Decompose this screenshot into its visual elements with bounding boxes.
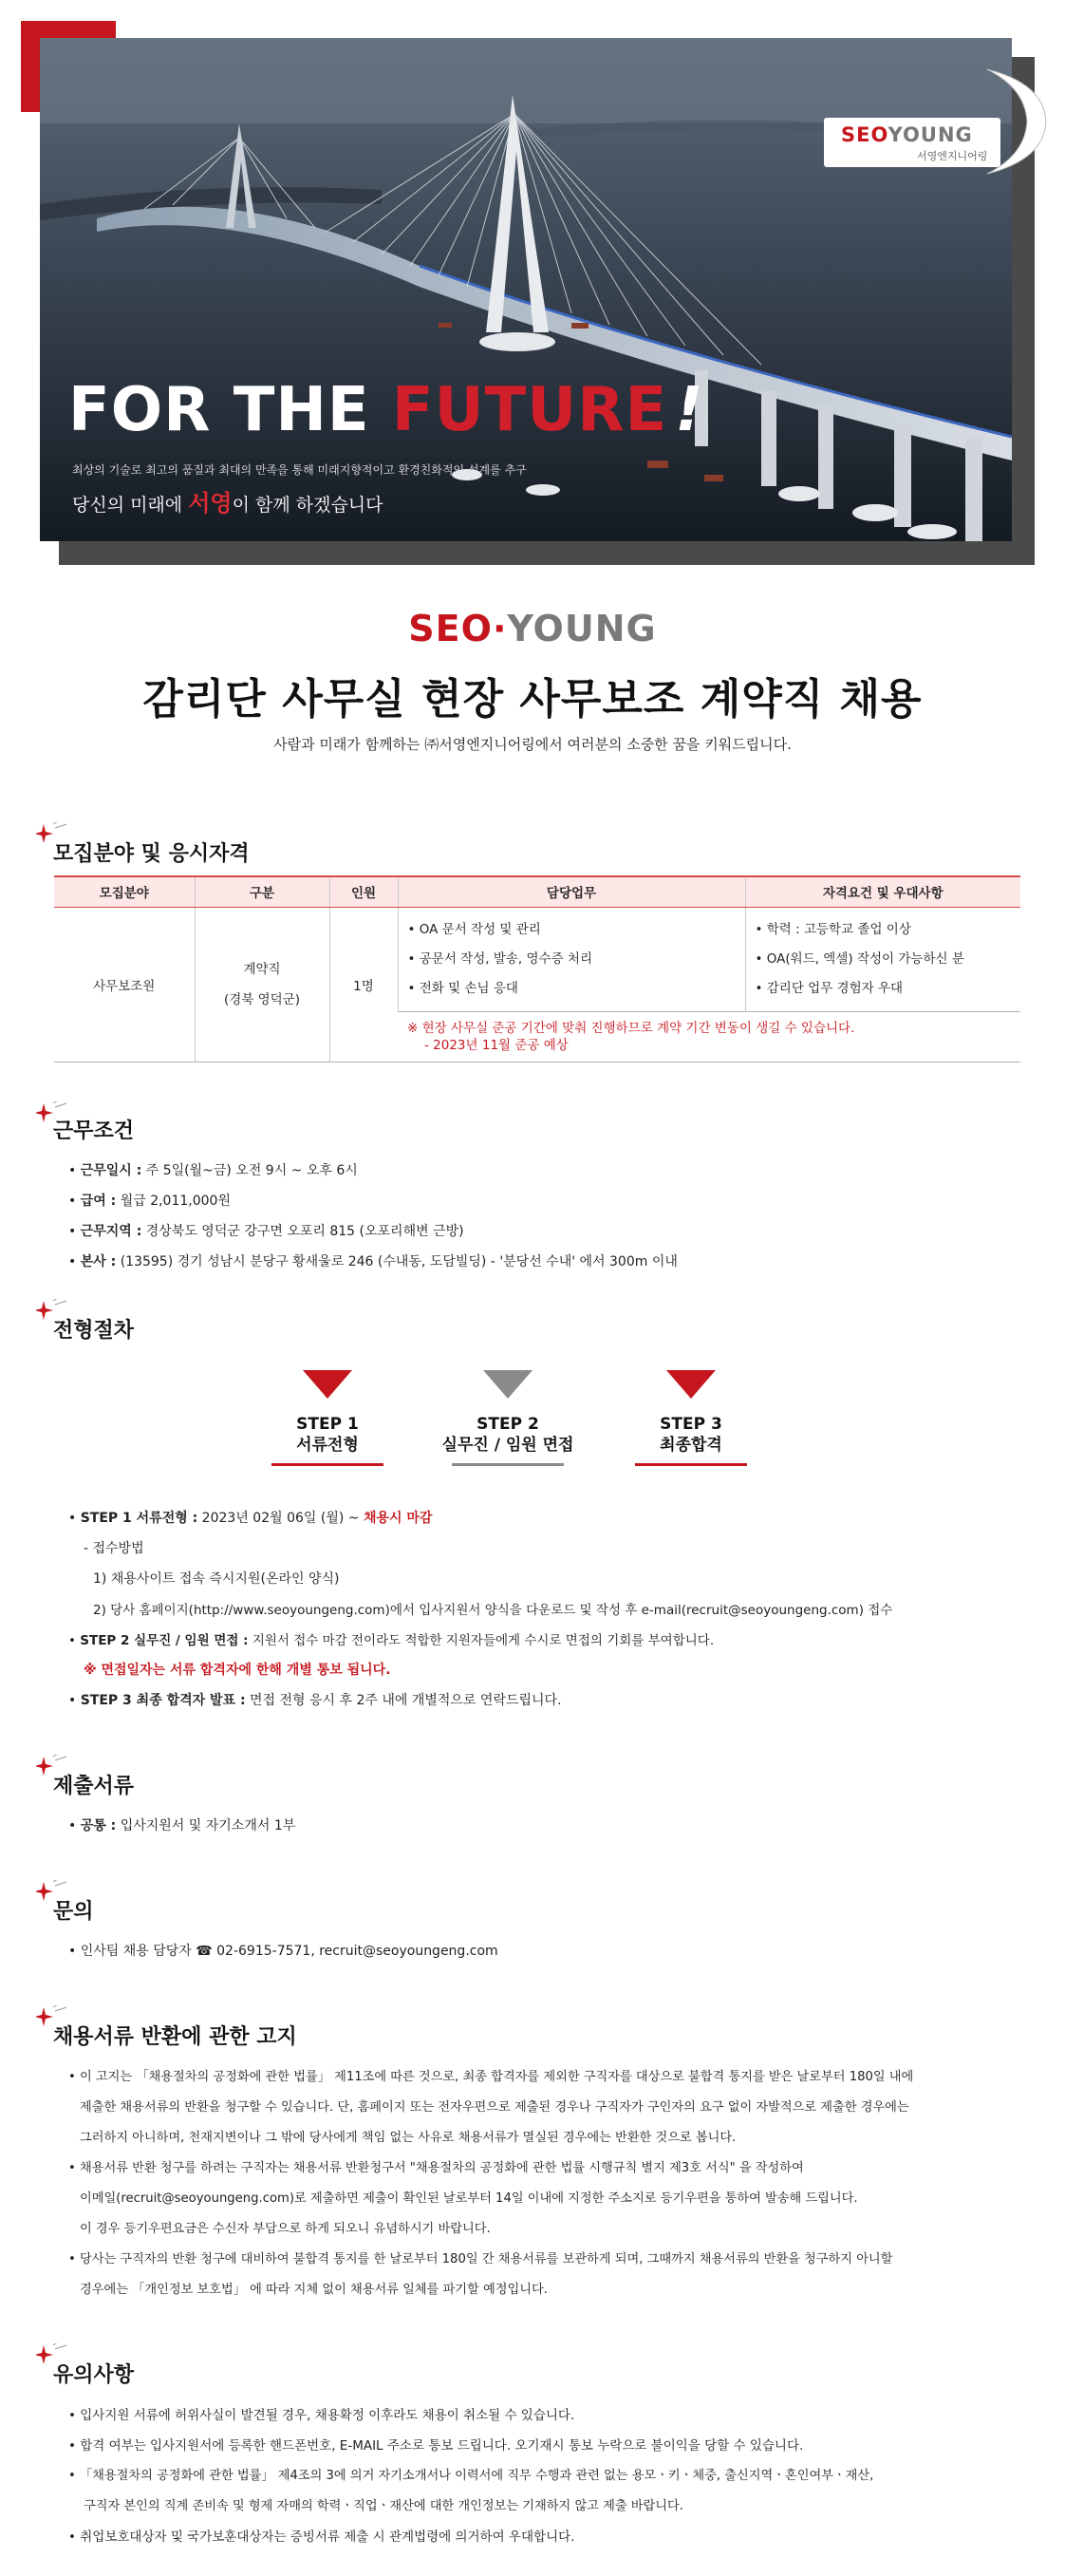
step-name: 최종합격	[660, 1436, 722, 1455]
logo-young: YOUNG	[507, 608, 657, 649]
cell-type	[195, 907, 329, 1062]
cell-count: 1명	[329, 907, 398, 1062]
condition-item: • 본사 : (13595) 경기 성남시 분당구 황새울로 246 (수내동, 도담빌딩) - '분당선 수내' 에서 300m 이내	[68, 1254, 678, 1269]
condition-item: • 급여 : 월급 2,011,000원	[68, 1194, 231, 1209]
method-item: 1) 채용사이트 접속 즉시지원(온라인 양식)	[93, 1571, 340, 1587]
qualification-item: • OA(워드, 엑셀) 작성이 가능하신 분	[755, 950, 964, 967]
step-number: STEP 1	[296, 1415, 359, 1434]
recruit-table	[54, 875, 1020, 1062]
hero-swoosh-decoration	[978, 65, 1054, 179]
notes-heading: 유의사항	[53, 2363, 135, 2387]
method-item: 2) 당사 홈페이지(http://www.seoyoungeng.com)에서 입사지원서 양식을 다운로드 및 작성 후 e-mail(recruit@seoyoungeng.com) 접수	[93, 1603, 893, 1618]
cell-type-line2: (경북 영덕군)	[223, 991, 301, 1007]
notice-line: - 2023년 11월 준공 예상	[424, 1037, 569, 1053]
policy-line: • 당사는 구직자의 반환 청구에 대비하여 불합격 통지를 한 날로부터 180일 간 채용서류를 보관하게 되며, 그때까지 채용서류의 반환을 청구하지 아니할	[68, 2252, 893, 2266]
cell-notice	[398, 1011, 1020, 1062]
step2-note: ※ 면접일자는 서류 합격자에 한해 개별 통보 됩니다.	[84, 1663, 391, 1678]
contact-heading: 문의	[53, 1900, 94, 1924]
hero-subtitle: 최상의 기술로 최고의 품질과 최대의 만족을 통해 미래지향적이고 환경친화적인 설계를 추구	[72, 463, 527, 477]
qualification-item: • 감리단 업무 경험자 우대	[755, 980, 904, 996]
column-header: 자격요건 및 우대사항	[745, 876, 1020, 907]
recruit-heading: 모집분야 및 응시자격	[53, 842, 250, 866]
policy-line: • 채용서류 반환 청구를 하려는 구직자는 채용서류 반환청구서 "채용절차의 공정화에 관한 법률 시행규칙 별지 제3호 서식" 을 작성하여	[68, 2161, 804, 2175]
step-name: 서류전형	[296, 1436, 359, 1455]
method-title: - 접수방법	[84, 1541, 144, 1556]
condition-item: • 근무일시 : 주 5일(월~금) 오전 9시 ~ 오후 6시	[68, 1163, 358, 1178]
page-subtitle: 사람과 미래가 함께하는 ㈜서영엔지니어링에서 여러분의 소중한 꿈을 키워드립니다.	[273, 736, 792, 753]
table-header-row	[54, 876, 1020, 907]
step-underline	[271, 1463, 383, 1466]
note-item: • 입사지원 서류에 허위사실이 발견될 경우, 채용확정 이후라도 채용이 취소될 수 있습니다.	[68, 2408, 575, 2423]
return-policy-heading: 채용서류 반환에 관한 고지	[53, 2025, 297, 2049]
policy-line: • 이 고지는 「채용절차의 공정화에 관한 법률」 제11조에 따른 것으로, 최종 합격자를 제외한 구직자를 대상으로 불합격 통지를 받은 날로부터 180일 내에	[68, 2070, 914, 2084]
hero-title-exclamation: !	[675, 375, 704, 445]
policy-line: 경우에는 「개인정보 보호법」 에 따라 지체 없이 채용서류 일체를 파기할 예정입니다.	[80, 2283, 548, 2297]
policy-line: 이 경우 등기우편요금은 수신자 부담으로 하게 되오니 유념하시기 바랍니다.	[80, 2222, 491, 2236]
hero-tagline	[72, 484, 383, 517]
note-item: • 취업보호대상자 및 국가보훈대상자는 증빙서류 제출 시 관계법령에 의거하여 우대합니다.	[68, 2529, 575, 2545]
step-2	[432, 1370, 584, 1466]
conditions-heading: 근무조건	[53, 1119, 135, 1143]
policy-line: 이메일(recruit@seoyoungeng.com)로 제출하면 제출이 확인된 날로부터 14일 이내에 지정한 주소지로 등기우편을 통하여 발송해 드립니다.	[80, 2191, 858, 2206]
logo-dot: ·	[492, 608, 508, 649]
column-header: 모집분야	[54, 876, 195, 907]
hero-tagline-pre: 당신의 미래에	[72, 495, 189, 516]
step-underline	[635, 1463, 747, 1466]
hero-title-white: FOR THE	[68, 375, 392, 445]
cell-field: 사무보조원	[54, 907, 195, 1062]
hero-banner	[0, 0, 1065, 570]
process-heading: 전형절차	[53, 1319, 135, 1343]
table-row	[54, 907, 1020, 1011]
notice-line: ※ 현장 사무실 준공 기간에 맞춰 진행하므로 계약 기간 변동이 생길 수 있습니다.	[407, 1020, 855, 1036]
duty-item: • 공문서 작성, 발송, 영수증 처리	[407, 950, 592, 967]
step-arrow-icon	[666, 1370, 716, 1399]
step-underline	[452, 1463, 564, 1466]
column-header: 담당업무	[398, 876, 745, 907]
duty-item: • 전화 및 손님 응대	[407, 980, 518, 996]
note-item: • 「채용절차의 공정화에 관한 법률」 제4조의 3에 의거 자기소개서나 이력서에 직무 수행과 관련 없는 용모ㆍ키ㆍ체중, 출신지역ㆍ혼인여부ㆍ재산,	[68, 2469, 874, 2483]
cell-qualifications	[745, 907, 1020, 1011]
policy-line: 제출한 채용서류의 반환을 청구할 수 있습니다. 단, 홈페이지 또는 전자우편으로 제출된 경우나 구직자가 구인자의 요구 없이 자발적으로 제출한 경우에는	[80, 2100, 909, 2115]
page-title: 감리단 사무실 현장 사무보조 계약직 채용	[142, 675, 923, 724]
note-item: • 합격 여부는 입사지원서에 등록한 핸드폰번호, E-MAIL 주소로 통보 드립니다. 오기재시 통보 누락으로 불이익을 당할 수 있습니다.	[68, 2438, 804, 2454]
step-name: 실무진 / 임원 면접	[441, 1436, 574, 1455]
column-header: 구분	[195, 876, 329, 907]
step2-detail: • STEP 2 실무진 / 임원 면접 : 지원서 접수 마감 전이라도 적합한 지원자들에게 수시로 면접의 기회를 부여합니다.	[68, 1633, 715, 1648]
step-number: STEP 2	[476, 1415, 539, 1434]
step-arrow-icon	[483, 1370, 532, 1399]
cell-type-line1: 계약직	[243, 961, 281, 977]
hero-logo	[841, 123, 973, 146]
hero-logo-young: YOUNG	[888, 123, 973, 146]
cell-duties	[398, 907, 745, 1011]
column-header: 인원	[329, 876, 398, 907]
hero-title-future: FUTURE	[391, 375, 668, 445]
step-1	[252, 1370, 403, 1466]
step-3	[615, 1370, 767, 1466]
documents-heading: 제출서류	[53, 1775, 135, 1798]
hero-tagline-post: 이 함께 하겠습니다	[232, 495, 383, 516]
hero-logo-subtitle: 서영엔지니어링	[917, 150, 988, 162]
qualification-item: • 학력 : 고등학교 졸업 이상	[755, 921, 911, 937]
hero-tagline-brand: 서영	[188, 490, 233, 517]
documents-item: • 공통 : 입사지원서 및 자기소개서 1부	[68, 1818, 296, 1833]
note-item-cont: 구직자 본인의 직계 존비속 및 형제 자매의 학력ㆍ직업ㆍ재산에 대한 개인정보는 기재하지 않고 제출 바랍니다.	[84, 2499, 683, 2513]
hero-title	[68, 375, 703, 445]
contact-item: • 인사팀 채용 담당자 ☎ 02-6915-7571, recruit@seoyoungeng.com	[68, 1944, 498, 1959]
duty-item: • OA 문서 작성 및 관리	[407, 921, 541, 937]
step1-detail: • STEP 1 서류전형 : 2023년 02월 06일 (월) ~ 채용시 마감	[68, 1511, 433, 1526]
step3-detail: • STEP 3 최종 합격자 발표 : 면접 전형 응시 후 2주 내에 개별적으로 연락드립니다.	[68, 1693, 562, 1708]
step-arrow-icon	[303, 1370, 352, 1399]
logo-seo: SEO	[408, 608, 493, 649]
condition-item: • 근무지역 : 경상북도 영덕군 강구면 오포리 815 (오포리해변 근방)	[68, 1224, 464, 1239]
company-logo	[0, 608, 1065, 649]
hero-logo-seo: SEO	[841, 123, 888, 146]
step-number: STEP 3	[660, 1415, 722, 1434]
policy-line: 그러하지 아니하며, 천재지변이나 그 밖에 당사에게 책임 없는 사유로 채용서류가 멸실된 경우에는 반환한 것으로 봅니다.	[80, 2131, 737, 2145]
